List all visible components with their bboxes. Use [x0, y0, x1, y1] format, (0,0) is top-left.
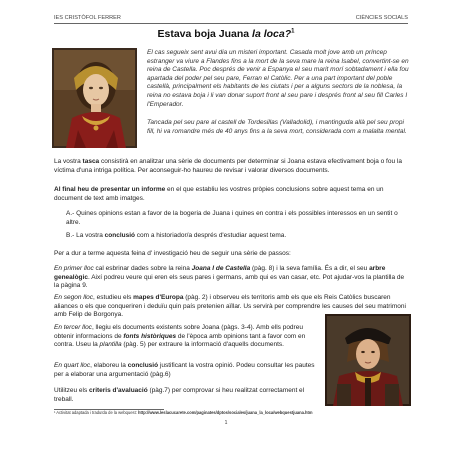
text: Utilitzeu els: [54, 387, 90, 394]
text: (pàg.7) per comprovar si heu realitzat correctament el treball.: [54, 387, 305, 403]
step-3: [54, 324, 322, 350]
keyword-fonts: fonts històriques: [123, 332, 177, 340]
text: en el que establiu les vostres pròpies conclusions sobre aquest tema en un document de text amb imatges.: [54, 186, 384, 202]
text: , elaboreu la: [90, 362, 128, 369]
header-school: IES CRISTÒFOL FERRER: [54, 15, 121, 21]
steps-intro: Per a dur a terme aquesta feina d' investigació heu de seguir una sèrie de passos:: [54, 250, 291, 257]
text: cal esbrinar dades sobre la reina: [93, 265, 192, 272]
header-subject: CIÈNCIES SOCIALS: [355, 15, 408, 21]
keyword-criteris: criteris d'avaluació: [89, 387, 148, 394]
report-lead: Al final heu de presentar un informe: [54, 186, 166, 193]
queen-name: Joana I de Castella: [191, 265, 251, 272]
title-footnote-mark: 1: [291, 28, 295, 35]
page-header: [54, 14, 408, 24]
step-lead: En quart lloc: [54, 362, 91, 369]
text: (pàg. 5) per extraure la informació d'aquells documents.: [121, 341, 284, 349]
footnote-link[interactable]: http://www.leslacucarete.com/paginates/dptos/sociales/juana_la_loca/webquestjuana.htm: [137, 410, 313, 415]
footnote-text: ¹ Activitat adaptada i traduïda de la webquest:: [54, 410, 138, 415]
step-5: [54, 387, 322, 404]
task-paragraph: [54, 158, 410, 175]
keyword-plantilla: plantilla: [99, 341, 122, 349]
text: La vostra: [54, 158, 83, 165]
intro-paragraph-2: Tancada pel seu pare al castell de Tordesillas (Valladolid), i mantinguda allà pel seu propi fill, hi va romandre més de 40 anys fins a la seva mort, considerada com a malalta mental.: [147, 119, 407, 135]
text: (pàg. 8) i la seva família. És a dir, el seu: [250, 265, 370, 272]
step-4: [54, 362, 322, 379]
text: de l'època amb opinions tant a favor com en contra. Useu la: [54, 332, 306, 349]
text: B.- La vostra: [66, 232, 105, 239]
step-1: [54, 265, 410, 291]
title-prefix: Estava boja Juana: [157, 28, 253, 40]
footnote: [54, 410, 414, 415]
keyword-arbre: arbre genealògic: [54, 265, 386, 281]
step-lead: En primer lloc: [54, 265, 94, 272]
keyword-mapes: mapes d'Europa: [133, 294, 184, 301]
text: com a historiador/a després d'estudiar aquest tema.: [135, 232, 287, 239]
text: (pàg. 2) i observeu els territoris amb els que els Reis Catòlics buscaren aliances o els que conqueriren i deduïu quin país pretenien aïllar. Us servirà per comprendre les causes del seu matrimoni amb Felip de Borgonya.: [54, 294, 406, 319]
text: . Així podreu veure qui eren els seus pares i germans, amb qui es van casar, etc. Pot ajudar-vos la plantilla de la pàgina 9.: [54, 273, 405, 290]
text: , llegiu els documents existents sobre Joana (pàgs. 3-4). Amb ells podreu obtenir informacions de: [54, 324, 303, 340]
keyword-conclusio: conclusió: [127, 362, 159, 369]
list-item-b: [66, 232, 410, 241]
page-number: 1: [224, 420, 228, 426]
felip-portrait-image: [325, 314, 411, 406]
keyword-tasca: tasca: [82, 158, 100, 165]
text: , estudieu els: [93, 294, 134, 301]
page-title: [0, 28, 452, 40]
text: justificant la vostra opinió. Podeu consultar les pautes per a elaborar una argumentació (pàg.6): [54, 362, 315, 378]
text: consistirà en analitzar una sèrie de documents per determinar si Joana estava efectivament boja o fou la víctima d'una intriga política. Per aconseguir-ho haureu de revisar i valorar diversos documents.: [54, 158, 402, 174]
list-item-a: A.- Quines opinions estan a favor de la bogeria de Juana i quines en contra i els possibles interessos en un sentit o altre.: [66, 210, 398, 226]
report-paragraph: [54, 186, 410, 203]
intro-paragraph-1: El cas segueix sent avui dia un misteri important. Casada molt jove amb un príncep estranger va viure a Flandes fins a la mort de la seva mare la reina Isabel, convertint-se en reina de Castella. Poc després de venir a Espanya el seu marit morí sobtadament i ella fou apartada del poder pel seu pare, Ferran el Catòlic. Per a una part important del poble castellà, principalment els habitants de les ciutats i per a alguns sectors de la noblesa, la reina no estava boja i li van donar suport front al seu pare i després front al seu fill Carles I l'Emperador.: [147, 49, 409, 108]
step-lead: En segon lloc: [54, 294, 94, 301]
title-italic: la loca?: [252, 28, 292, 40]
keyword-conclusio: conclusió: [104, 232, 135, 239]
step-lead: En tercer lloc: [54, 324, 92, 331]
juana-portrait-image: [52, 48, 137, 148]
